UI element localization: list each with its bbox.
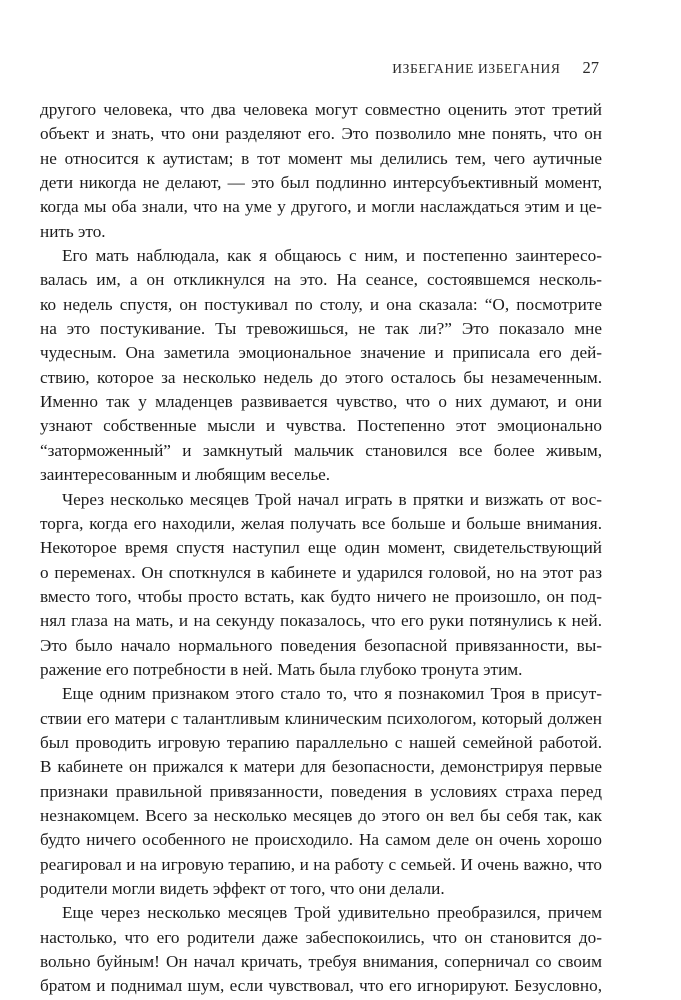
- text-line: братом и поднимал шум, если чувствовал, что его игнорируют. Безусловно,: [40, 976, 602, 996]
- text-line: когда мы оба знали, что на уме у другого, и могли наслаждаться этим и це-: [40, 197, 602, 217]
- text-line: вольно буйным! Он начал кричать, требуя внимания, соперничал со своим: [40, 952, 602, 972]
- text-line: Еще одним признаком этого стало то, что я познакомил Троя в присут-: [62, 684, 602, 704]
- text-line: Это было начало нормального поведения безопасной привязанности, вы-: [40, 635, 602, 655]
- text-line: объект и знать, что они разделяют его. Это позволило мне понять, что он: [40, 124, 602, 144]
- text-line: настолько, что его родители даже забеспокоились, что он становится до-: [40, 927, 602, 947]
- text-line: незнакомцем. Всего за несколько месяцев до этого он вел бы себя так, как: [40, 805, 602, 825]
- text-line: на это постукивание. Ты тревожишься, не так ли?” Это показало мне: [40, 319, 602, 339]
- text-line: Еще через несколько месяцев Трой удивительно преобразился, причем: [62, 903, 602, 923]
- text-line: В кабинете он прижался к матери для безопасности, демонстрируя первые: [40, 757, 602, 777]
- text-line: был проводить игровую терапию параллельно с нашей семейной работой.: [40, 732, 602, 752]
- text-line: будто ничего особенного не происходило. На самом деле он очень хорошо: [40, 830, 602, 850]
- text-line: узнают собственные мысли и чувства. Постепенно этот эмоционально: [40, 416, 602, 436]
- text-line: дети никогда не делают, — это был подлинно интерсубъективный момент,: [40, 173, 602, 193]
- running-header: [392, 58, 599, 78]
- text-line: чудесным. Она заметила эмоциональное значение и приписала его дей-: [40, 343, 602, 363]
- text-line: нял глаза на мать, и на секунду показалось, что его руки потянулись к ней.: [40, 611, 602, 631]
- text-line: вместо того, чтобы просто встать, как будто ничего не произошло, он под-: [40, 586, 602, 606]
- text-line: признаки правильной привязанности, поведения в условиях страха перед: [40, 781, 602, 801]
- text-line: о переменах. Он споткнулся в кабинете и ударился головой, но на этот раз: [40, 562, 602, 582]
- paragraph: [40, 98, 602, 244]
- paragraph: [40, 244, 602, 487]
- running-title: ИЗБЕГАНИЕ ИЗБЕГАНИЯ: [392, 61, 561, 76]
- paragraph: [40, 488, 602, 683]
- paragraph: [40, 901, 602, 998]
- text-line: ствии его матери с талантливым клиническим психологом, который должен: [40, 708, 602, 728]
- text-line: валась им, а он откликнулся на это. На сеансе, состоявшемся несколь-: [40, 270, 602, 290]
- text-line: нить это.: [40, 221, 106, 241]
- text-line: Именно так у младенцев развивается чувство, что о них думают, и они: [40, 392, 602, 412]
- text-line: ствию, которое за несколько недель до этого осталось бы незамеченным.: [40, 367, 602, 387]
- text-line: Его мать наблюдала, как я общаюсь с ним, и постепенно заинтересо-: [62, 246, 602, 266]
- text-line: ко недель спустя, он постукивал по столу, и она сказала: “О, посмотрите: [40, 294, 602, 314]
- text-line: другого человека, что два человека могут совместно оценить этот третий: [40, 100, 602, 119]
- text-line: не относится к аутистам; в тот момент мы делились тем, чего аутичные: [40, 148, 602, 168]
- page-number: 27: [582, 58, 599, 77]
- text-line: “заторможенный” и замкнутый мальчик становился все более живым,: [40, 440, 602, 460]
- body-text: [40, 98, 602, 999]
- text-line: торга, когда его находили, желая получать все больше и больше внимания.: [40, 513, 602, 533]
- text-line: Через несколько месяцев Трой начал играть в прятки и визжать от вос-: [62, 489, 602, 509]
- text-line: ражение его потребности в ней. Мать была глубоко тронута этим.: [40, 659, 523, 679]
- text-line: родители могли видеть эффект от того, что они делали.: [40, 879, 445, 898]
- text-line: Некоторое время спустя наступил еще один момент, свидетельствующий: [40, 538, 602, 558]
- text-line: реагировал и на игровую терапию, и на работу с семьей. И очень важно, что: [40, 854, 602, 874]
- paragraph: [40, 682, 602, 901]
- text-line: заинтересованным и любящим веселье.: [40, 465, 331, 485]
